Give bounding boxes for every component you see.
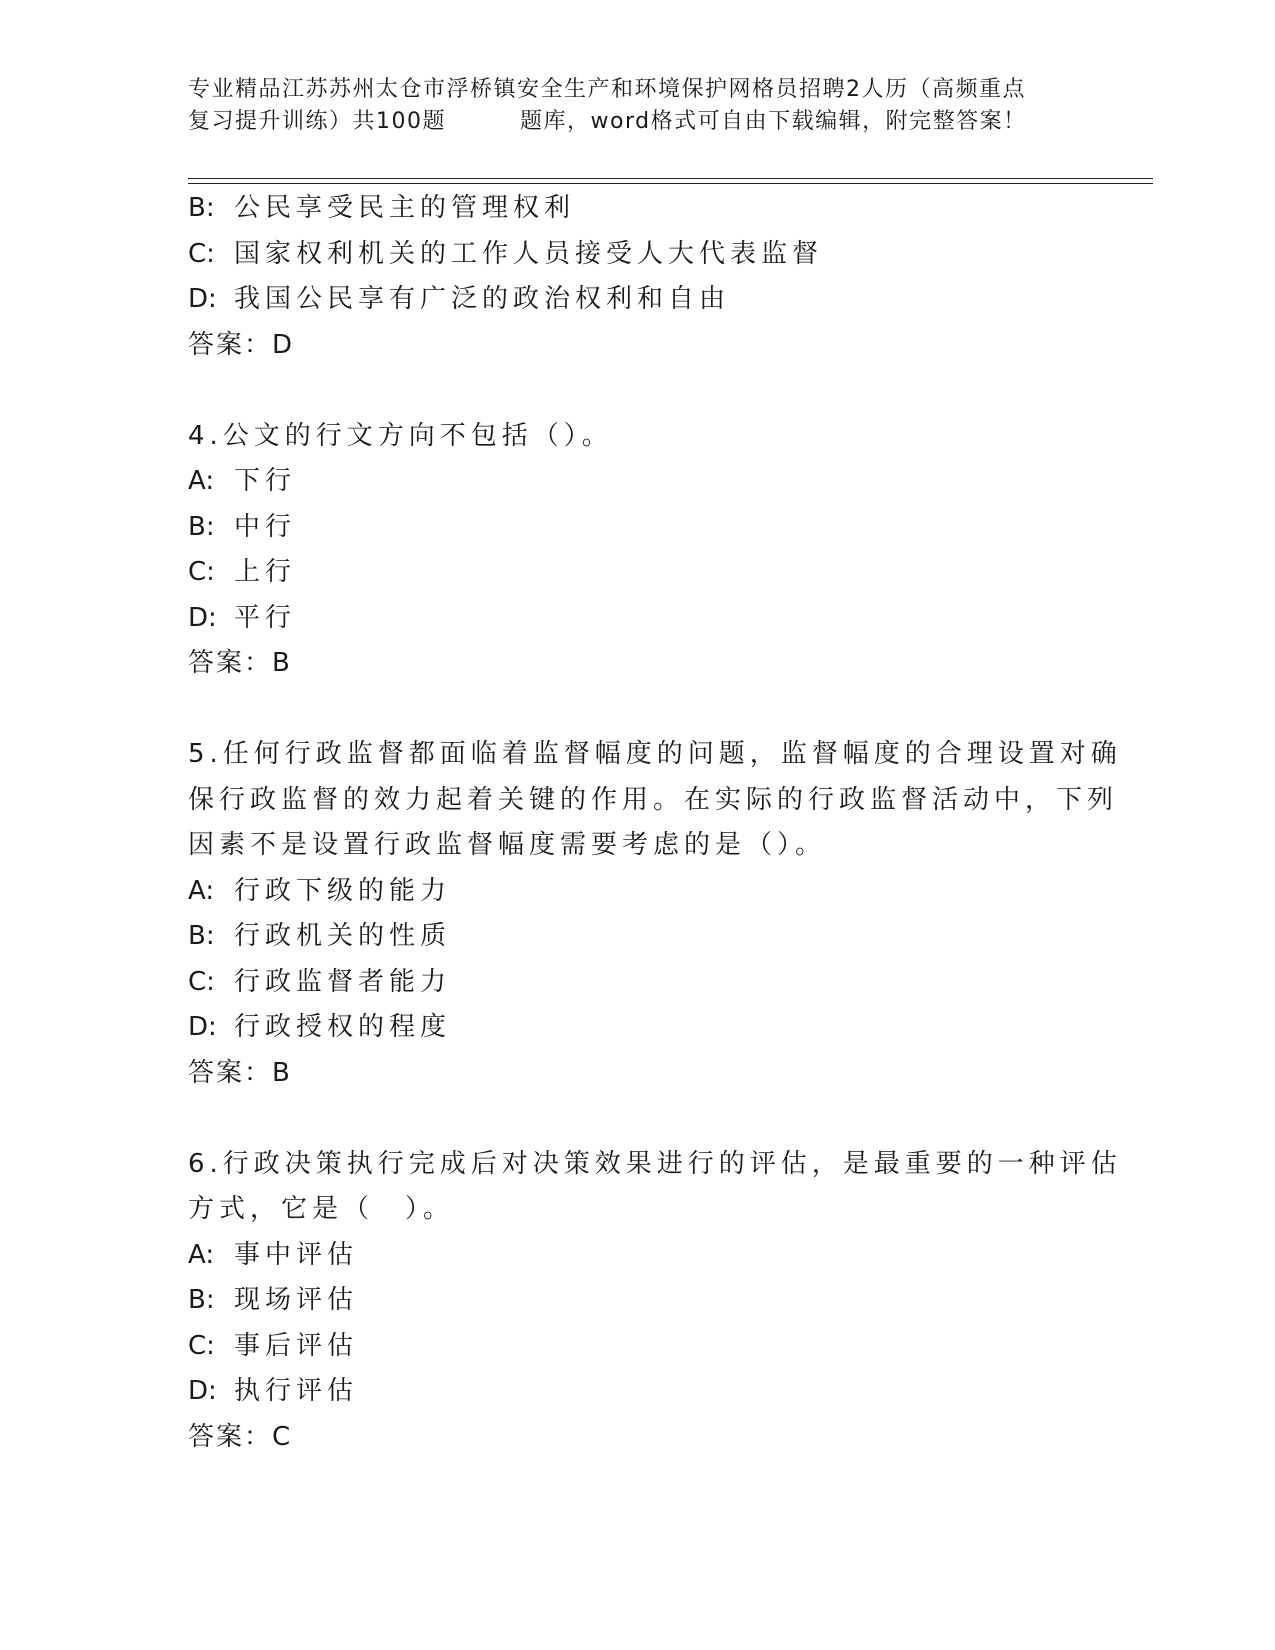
option-text: 行政授权的程度 xyxy=(234,1012,452,1042)
q4-answer: 答案：B xyxy=(188,648,292,678)
q4-option-c xyxy=(188,550,1088,596)
question-4 xyxy=(188,414,1088,687)
header-title-line-2 xyxy=(188,106,1088,138)
header-divider-bottom xyxy=(188,183,1153,184)
option-text: 行政下级的能力 xyxy=(234,875,452,906)
question-spacer xyxy=(188,1096,1088,1142)
q5-question-line-3: 因素不是设置行政监督幅度需要考虑的是（）。 xyxy=(188,830,827,860)
q4-option-d xyxy=(188,596,1088,642)
q5-option-b xyxy=(188,914,1088,960)
question-spacer xyxy=(188,368,1088,414)
option-text: 上行 xyxy=(234,557,297,587)
option-key: D: xyxy=(188,602,217,633)
q6-answer: 答案：C xyxy=(188,1421,293,1452)
question-3-tail xyxy=(188,186,1088,368)
option-text: 国家权利机关的工作人员接受人大代表监督 xyxy=(234,238,824,269)
question-content xyxy=(188,186,1122,1460)
option-key: B: xyxy=(188,193,215,223)
q5-answer: 答案：B xyxy=(188,1057,292,1088)
q5-question-line-2: 保行政监督的效力起着关键的作用。在实际的行政监督活动中，下列 xyxy=(188,784,1119,815)
option-key: A: xyxy=(188,466,215,496)
q6-question-line-1: 6.行政决策执行完成后对决策效果进行的评估，是最重要的一种评估 xyxy=(188,1148,1122,1179)
option-text: 事中评估 xyxy=(234,1239,359,1270)
option-key: B: xyxy=(188,921,215,951)
option-text: 公民享受民主的管理权利 xyxy=(234,193,576,223)
q5-option-d xyxy=(188,1005,1088,1051)
option-key: A: xyxy=(188,875,215,906)
q3-option-d xyxy=(188,277,1088,323)
q5-option-a xyxy=(188,869,1088,915)
option-key: D: xyxy=(188,1012,217,1042)
question-5 xyxy=(188,732,1122,1096)
q4-option-b xyxy=(188,505,1088,551)
option-key: C: xyxy=(188,557,215,587)
option-text: 行政监督者能力 xyxy=(234,966,452,997)
option-text: 中行 xyxy=(234,511,297,542)
option-key: D: xyxy=(188,1376,217,1406)
q3-answer: 答案：D xyxy=(188,329,295,360)
header-divider-top xyxy=(188,178,1153,179)
header-title-line-2-right: 题库，word格式可自由下载编辑，附完整答案！ xyxy=(520,109,1027,134)
option-key: B: xyxy=(188,511,215,542)
option-key: A: xyxy=(188,1239,215,1270)
option-text: 平行 xyxy=(234,602,297,633)
option-key: C: xyxy=(188,1330,215,1361)
q4-question: 4.公文的行文方向不包括（）。 xyxy=(188,420,613,451)
q5-option-c xyxy=(188,960,1088,1006)
page-header xyxy=(188,74,1088,138)
header-title-line-2-left: 复习提升训练）共100题 xyxy=(188,109,446,134)
option-key: C: xyxy=(188,966,215,997)
option-text: 现场评估 xyxy=(234,1285,359,1315)
q6-option-d xyxy=(188,1369,1088,1415)
option-text: 我国公民享有广泛的政治权利和自由 xyxy=(234,284,731,314)
q6-option-c xyxy=(188,1324,1088,1370)
option-text: 行政机关的性质 xyxy=(234,921,452,951)
q4-option-a xyxy=(188,459,1088,505)
option-key: D: xyxy=(188,284,217,314)
option-key: C: xyxy=(188,238,215,269)
option-key: B: xyxy=(188,1285,215,1315)
q6-question-line-2: 方式，它是（ ）。 xyxy=(188,1194,455,1224)
question-6 xyxy=(188,1142,1122,1461)
q6-option-a xyxy=(188,1233,1088,1279)
question-spacer xyxy=(188,687,1088,733)
q3-option-c xyxy=(188,232,1088,278)
header-title-line-1: 专业精品江苏苏州太仓市浮桥镇安全生产和环境保护网格员招聘2人历（高频重点 xyxy=(188,77,1026,102)
option-text: 下行 xyxy=(234,466,297,496)
option-text: 执行评估 xyxy=(234,1376,359,1406)
q3-option-b xyxy=(188,186,1088,232)
q5-question-line-1: 5.任何行政监督都面临着监督幅度的问题，监督幅度的合理设置对确 xyxy=(188,739,1122,769)
option-text: 事后评估 xyxy=(234,1330,359,1361)
q6-option-b xyxy=(188,1278,1088,1324)
